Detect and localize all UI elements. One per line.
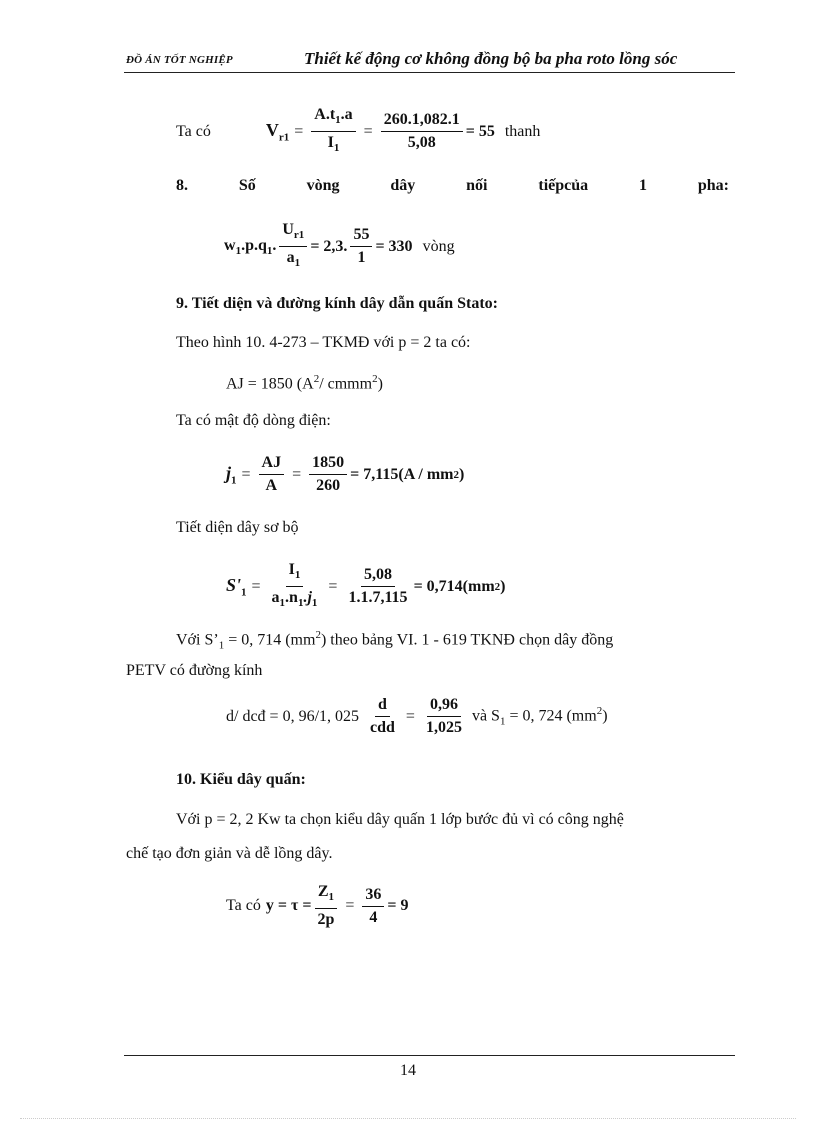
para-s1-line2: PETV có đường kính [126, 662, 263, 679]
eq4-lhs: S' [226, 574, 242, 595]
eq5-tail-a: và S [471, 707, 500, 725]
eq3-f1-den: A [265, 477, 278, 494]
section-10-heading: 10. Kiểu dây quấn: [176, 771, 306, 788]
section-10-line1: Với p = 2, 2 Kw ta chọn kiểu dây quấn 1 lớp bước đủ vì có công nghệ [176, 811, 624, 828]
eq1-f1-num: A.t [314, 106, 336, 123]
eq3-fraction-1 [259, 453, 285, 496]
eq3-fraction-2 [309, 453, 347, 496]
eq1-f2-num: 260.1,082.1 [381, 110, 463, 132]
section-9-line2: Ta có mật độ dòng điện: [176, 412, 331, 429]
eq1-f1-den-sub: 1 [333, 142, 340, 155]
eq2-fraction-1 [279, 220, 307, 273]
eq1-unit: thanh [504, 122, 541, 140]
eq1-lhs-sub: r1 [278, 131, 290, 144]
eq2-f-num-sub: r1 [293, 229, 305, 242]
eq5-f2-den: 1,025 [425, 719, 462, 736]
eq4-f1-num-sub: 1 [294, 569, 301, 582]
eq1-f1-den: I [327, 134, 334, 152]
eq3-f2-num: 1850 [309, 453, 347, 475]
equation-s1: $S'_1$ = $\frac{I_1}{a_1.n_1.j_1}$ = $\frac{5,08}{1.1.7,115}$ = 0,714(mm 2 ) [226, 560, 506, 613]
eq3-result-end: ) [458, 465, 465, 483]
eq2-f-num: U [282, 221, 294, 238]
eq4-f2-den: 1.1.7,115 [348, 589, 408, 607]
eq2-mid: = 2,3. [310, 237, 348, 255]
eq4-result: = 0,714(mm [413, 577, 495, 595]
eq3-lhs: j [226, 462, 232, 483]
eq2-unit: vòng [422, 237, 455, 255]
para1-b-sup: 2 [315, 629, 321, 641]
eq2-f2-num: 55 [350, 225, 372, 247]
section-8-heading [176, 177, 729, 195]
s8-word: tiếpcủa [538, 177, 589, 194]
eq5-fraction-2 [423, 695, 465, 738]
aj-mid: / cmmm [319, 375, 373, 393]
aj-sup2: 2 [372, 373, 378, 385]
eq5-tail-sub: 1 [499, 715, 506, 728]
header-divider [124, 72, 735, 73]
eq1-prefix: Ta có [176, 122, 211, 140]
eq1-fraction-2 [381, 110, 463, 153]
para1-c: ) theo bảng VI. 1 - 619 TKNĐ chọn dây đồng [320, 631, 614, 649]
s8-word: 8. [176, 177, 188, 194]
eq1-f1-num-sub: 1 [335, 114, 341, 127]
eq5-f2-num: 0,96 [427, 695, 461, 717]
aj-end: ) [377, 375, 383, 393]
section-9-line1: Theo hình 10. 4-273 – TKMĐ với p = 2 ta có: [176, 334, 471, 351]
eq1-fraction-1 [311, 105, 355, 158]
eq4-fraction-2 [345, 565, 410, 608]
aj-value [226, 373, 383, 393]
eq5-f1-den: cdd [370, 719, 395, 736]
eq6-fraction-2 [362, 885, 384, 928]
eq5-fraction-1 [367, 695, 398, 738]
equation-vr1: Ta có $V_{r1}$ = $\frac{A.t_1.a}{I_1}$ = $\frac{260.1,082.1}{5,08}$ = 55 thanh [176, 105, 540, 158]
eq3-result: = 7,115(A / mm [350, 465, 454, 483]
eq2-result: = 330 [375, 237, 413, 255]
s8-word: dây [390, 177, 416, 194]
header-title: Thiết kế động cơ không đồng bộ ba pha roto lồng sóc [304, 49, 678, 68]
eq1-f1-num-tail: .a [340, 106, 353, 123]
eq4-f1-den-sub: 1 [279, 597, 286, 610]
eq6-f1-num: Z [317, 883, 329, 900]
eq3-f2-den: 260 [316, 477, 341, 494]
section-10-line2: chế tạo đơn giản và dễ lồng dây. [126, 845, 333, 862]
s8-word: 1 [639, 177, 647, 194]
para-s1-choice [176, 629, 731, 652]
aj-text: AJ = 1850 (A [226, 375, 314, 393]
footer-divider [124, 1055, 735, 1056]
eq5-tail-c: ) [602, 707, 608, 725]
eq6-f1-num-sub: 1 [328, 891, 334, 904]
eq4-fraction-1 [269, 560, 321, 613]
para1-b: = 0, 714 (mm [224, 631, 316, 649]
eq6-result: = 9 [387, 897, 409, 915]
eq6-f1-den: 2p [317, 911, 335, 929]
eq3-result-sup: 2 [453, 468, 459, 481]
eq2-lhs-sub: 1 [235, 244, 242, 257]
eq5-prefix: d/ dcđ = 0, 96/1, 025 [226, 707, 360, 725]
eq5-tail-b: = 0, 724 (mm [505, 707, 597, 725]
eq2-fraction-2 [350, 225, 372, 268]
eq6-lhs: y = τ = [265, 897, 312, 915]
eq4-f1-den-mid-sub: 1 [297, 597, 304, 610]
eq4-f1-den-tail-sub: 1 [311, 597, 318, 610]
s8-word: pha: [697, 177, 729, 194]
equation-y-tau: Ta có y = τ = $\frac{Z_1}{2p}$ = $\frac{36}{4}$ = 9 [226, 883, 409, 929]
line-sobo: Tiết diện dây sơ bộ [176, 519, 299, 536]
para1-a-sub: 1 [218, 639, 225, 652]
eq5-tail-sup: 2 [596, 705, 603, 718]
eq6-f2-den: 4 [369, 908, 378, 926]
s8-word: Số [238, 177, 256, 194]
s8-word: nối [466, 177, 488, 194]
eq6-prefix: Ta có [226, 897, 261, 915]
eq4-result-end: ) [500, 577, 506, 595]
eq4-f1-den-tail: .j [303, 589, 312, 607]
eq5-f1-num: d [375, 695, 390, 717]
eq2-lhs-mid: .p.q [241, 236, 267, 254]
s8-word: vòng [306, 177, 340, 194]
eq1-result: = 55 [465, 122, 495, 140]
eq3-lhs-sub: 1 [231, 474, 237, 487]
eq1-lhs: V [265, 119, 279, 140]
eq2-f2-den: 1 [357, 249, 366, 267]
page-edge-dots [20, 1118, 796, 1119]
section-9-heading: 9. Tiết diện và đường kính dây dẫn quấn Stato: [176, 295, 498, 312]
eq4-f2-num: 5,08 [361, 565, 395, 587]
para1-a: Với S’ [176, 631, 219, 649]
equation-j1: $j_1$ = $\frac{AJ}{A}$ = $\frac{1850}{260}$ = 7,115(A / mm 2 ) [226, 454, 465, 494]
eq2-lhs: w [224, 236, 236, 254]
eq6-fraction-1 [314, 882, 337, 930]
header-left: ĐỒ ÁN TỐT NGHIỆP [126, 54, 233, 66]
eq4-f1-num: I [288, 561, 295, 578]
eq2-f-den: a [286, 249, 295, 267]
aj-sup1: 2 [313, 373, 320, 385]
eq4-result-sup: 2 [494, 580, 501, 593]
page-number: 14 [400, 1062, 416, 1079]
eq2-f-den-sub: 1 [294, 257, 301, 270]
eq4-f1-den: a [271, 589, 280, 607]
eq6-f2-num: 36 [362, 885, 384, 907]
eq4-lhs-sub: 1 [241, 586, 247, 599]
eq3-f1-num: AJ [259, 453, 285, 475]
equation-dcd: d/ dcđ = 0, 96/1, 025 $\frac{d}{\text{cdd}}$ = $\frac{0,96}{1,025}$ và $S_1 = 0$, 724 $(mm^2)$ [226, 696, 608, 736]
eq4-f1-den-mid: .n [285, 589, 298, 607]
equation-w1: $w_1.p.q_1$. $\frac{U_{r1}}{a_1}$ = 2,3. $\frac{55}{1}$ = 330 vòng [224, 220, 455, 273]
eq1-f2-den: 5,08 [407, 134, 436, 152]
eq2-lhs-mid-sub: 1 [266, 244, 273, 257]
